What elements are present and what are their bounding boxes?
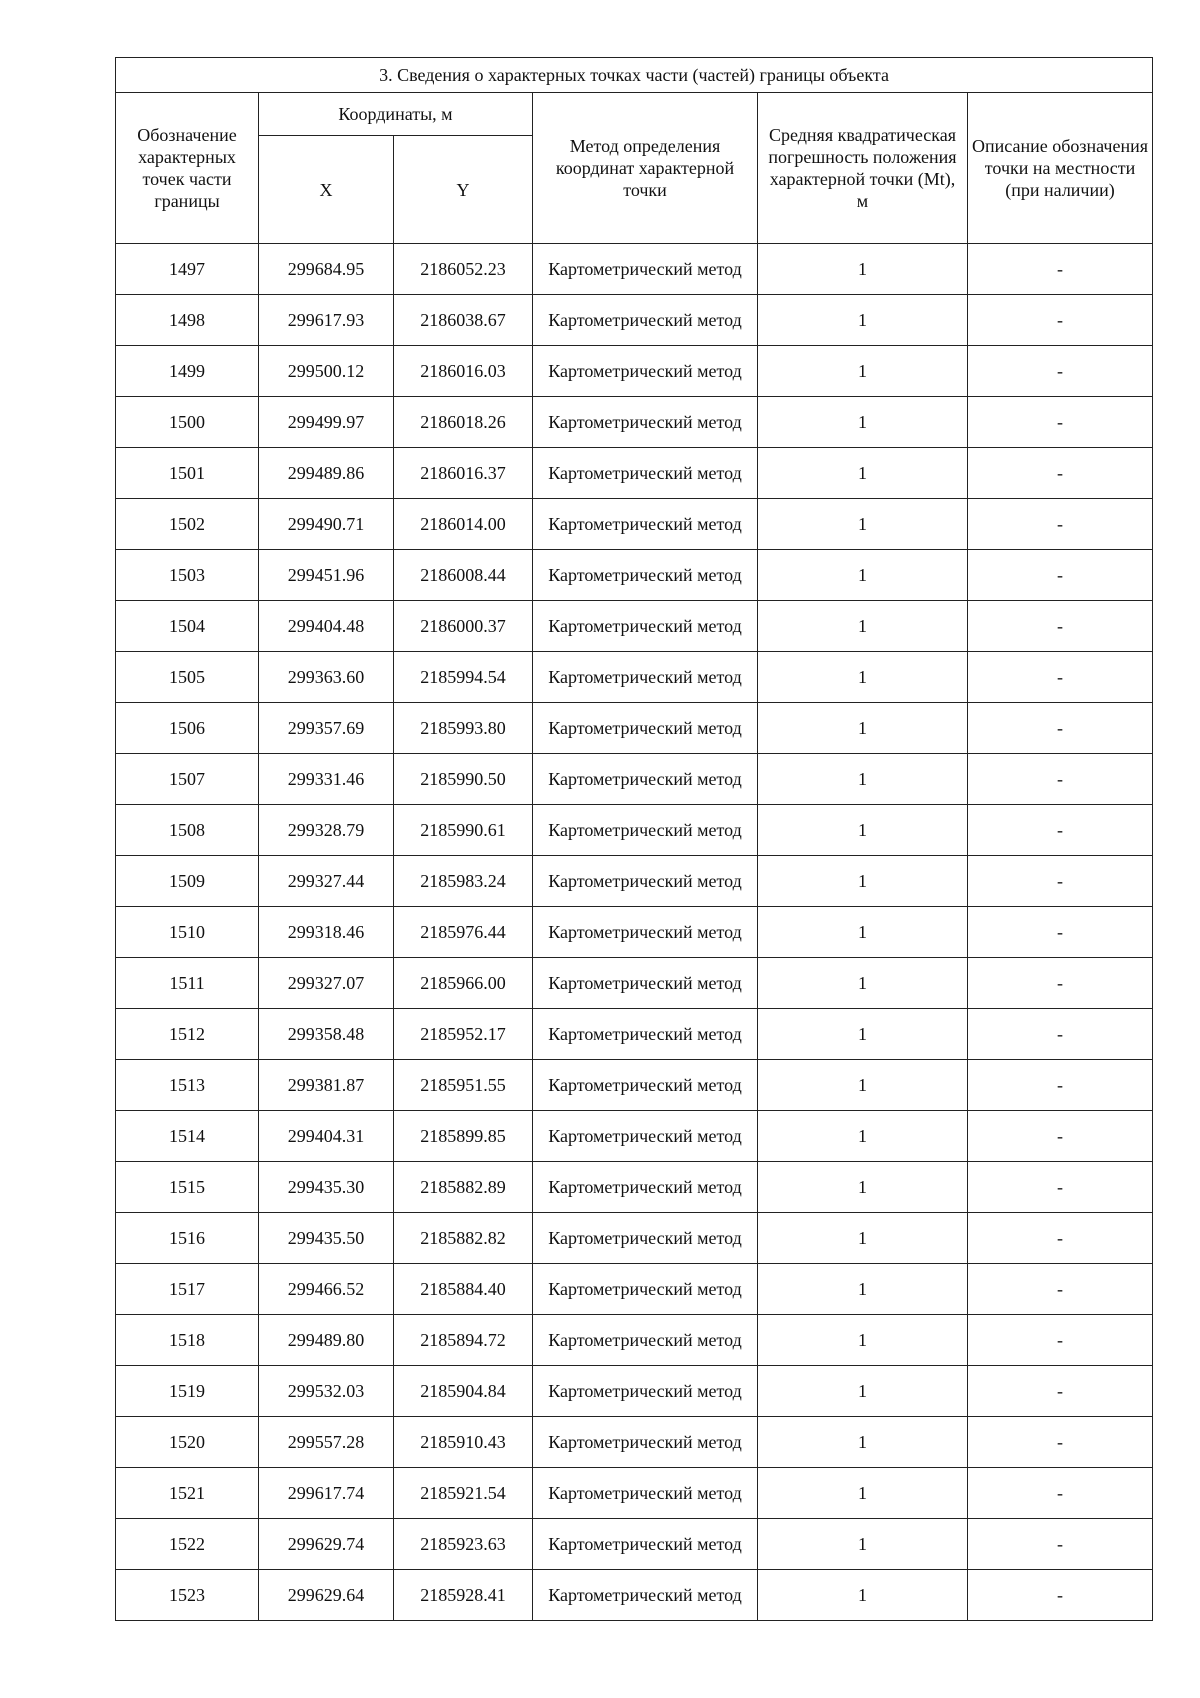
cell-method: Картометрический метод bbox=[533, 499, 758, 550]
cell-accuracy: 1 bbox=[758, 550, 968, 601]
cell-description: - bbox=[968, 397, 1153, 448]
table-row bbox=[116, 1468, 1153, 1519]
cell-description: - bbox=[968, 1315, 1153, 1366]
cell-y: 2185976.44 bbox=[394, 907, 533, 958]
cell-point-id: 1501 bbox=[116, 448, 259, 499]
cell-point-id: 1508 bbox=[116, 805, 259, 856]
cell-accuracy: 1 bbox=[758, 499, 968, 550]
cell-method: Картометрический метод bbox=[533, 703, 758, 754]
cell-point-id: 1514 bbox=[116, 1111, 259, 1162]
cell-accuracy: 1 bbox=[758, 958, 968, 1009]
table-row bbox=[116, 805, 1153, 856]
table-row bbox=[116, 1417, 1153, 1468]
cell-method: Картометрический метод bbox=[533, 397, 758, 448]
cell-accuracy: 1 bbox=[758, 448, 968, 499]
cell-x: 299499.97 bbox=[259, 397, 394, 448]
cell-method: Картометрический метод bbox=[533, 1264, 758, 1315]
cell-point-id: 1506 bbox=[116, 703, 259, 754]
cell-description: - bbox=[968, 1009, 1153, 1060]
cell-y: 2185952.17 bbox=[394, 1009, 533, 1060]
header-method: Метод определения координат характерной точки bbox=[533, 93, 758, 244]
cell-accuracy: 1 bbox=[758, 1366, 968, 1417]
cell-description: - bbox=[968, 1060, 1153, 1111]
table-row bbox=[116, 856, 1153, 907]
table-row bbox=[116, 1009, 1153, 1060]
cell-y: 2185910.43 bbox=[394, 1417, 533, 1468]
cell-point-id: 1516 bbox=[116, 1213, 259, 1264]
cell-x: 299327.44 bbox=[259, 856, 394, 907]
header-description: Описание обозначения точки на местности (при наличии) bbox=[968, 93, 1153, 244]
cell-method: Картометрический метод bbox=[533, 448, 758, 499]
cell-accuracy: 1 bbox=[758, 1111, 968, 1162]
cell-description: - bbox=[968, 499, 1153, 550]
table-row bbox=[116, 550, 1153, 601]
cell-description: - bbox=[968, 907, 1153, 958]
cell-accuracy: 1 bbox=[758, 1315, 968, 1366]
cell-point-id: 1518 bbox=[116, 1315, 259, 1366]
cell-method: Картометрический метод bbox=[533, 346, 758, 397]
cell-point-id: 1515 bbox=[116, 1162, 259, 1213]
cell-description: - bbox=[968, 244, 1153, 295]
cell-description: - bbox=[968, 448, 1153, 499]
cell-description: - bbox=[968, 1111, 1153, 1162]
cell-x: 299629.64 bbox=[259, 1570, 394, 1621]
cell-x: 299500.12 bbox=[259, 346, 394, 397]
cell-description: - bbox=[968, 703, 1153, 754]
cell-method: Картометрический метод bbox=[533, 1519, 758, 1570]
cell-accuracy: 1 bbox=[758, 1417, 968, 1468]
cell-description: - bbox=[968, 1264, 1153, 1315]
cell-description: - bbox=[968, 856, 1153, 907]
cell-point-id: 1504 bbox=[116, 601, 259, 652]
cell-x: 299532.03 bbox=[259, 1366, 394, 1417]
cell-y: 2185990.50 bbox=[394, 754, 533, 805]
cell-y: 2185884.40 bbox=[394, 1264, 533, 1315]
cell-x: 299489.86 bbox=[259, 448, 394, 499]
cell-description: - bbox=[968, 805, 1153, 856]
cell-x: 299327.07 bbox=[259, 958, 394, 1009]
table-row bbox=[116, 499, 1153, 550]
table-row bbox=[116, 1366, 1153, 1417]
table-row bbox=[116, 1111, 1153, 1162]
cell-point-id: 1498 bbox=[116, 295, 259, 346]
cell-point-id: 1523 bbox=[116, 1570, 259, 1621]
cell-y: 2186016.03 bbox=[394, 346, 533, 397]
table-row bbox=[116, 1315, 1153, 1366]
cell-x: 299489.80 bbox=[259, 1315, 394, 1366]
cell-method: Картометрический метод bbox=[533, 652, 758, 703]
table-row bbox=[116, 295, 1153, 346]
table-row bbox=[116, 754, 1153, 805]
header-x: X bbox=[259, 136, 394, 244]
cell-method: Картометрический метод bbox=[533, 958, 758, 1009]
cell-point-id: 1500 bbox=[116, 397, 259, 448]
cell-x: 299466.52 bbox=[259, 1264, 394, 1315]
cell-method: Картометрический метод bbox=[533, 1315, 758, 1366]
cell-y: 2185966.00 bbox=[394, 958, 533, 1009]
cell-description: - bbox=[968, 652, 1153, 703]
header-coordinates: Координаты, м bbox=[259, 93, 533, 136]
cell-y: 2185990.61 bbox=[394, 805, 533, 856]
cell-point-id: 1522 bbox=[116, 1519, 259, 1570]
cell-method: Картометрический метод bbox=[533, 1162, 758, 1213]
table-body bbox=[116, 244, 1153, 1621]
cell-y: 2185983.24 bbox=[394, 856, 533, 907]
cell-method: Картометрический метод bbox=[533, 244, 758, 295]
cell-y: 2185904.84 bbox=[394, 1366, 533, 1417]
cell-point-id: 1509 bbox=[116, 856, 259, 907]
cell-y: 2185882.89 bbox=[394, 1162, 533, 1213]
cell-accuracy: 1 bbox=[758, 652, 968, 703]
table-row bbox=[116, 703, 1153, 754]
cell-point-id: 1521 bbox=[116, 1468, 259, 1519]
cell-y: 2185993.80 bbox=[394, 703, 533, 754]
cell-description: - bbox=[968, 1213, 1153, 1264]
cell-point-id: 1507 bbox=[116, 754, 259, 805]
cell-accuracy: 1 bbox=[758, 601, 968, 652]
cell-method: Картометрический метод bbox=[533, 601, 758, 652]
cell-y: 2185899.85 bbox=[394, 1111, 533, 1162]
cell-point-id: 1503 bbox=[116, 550, 259, 601]
cell-accuracy: 1 bbox=[758, 1213, 968, 1264]
cell-accuracy: 1 bbox=[758, 295, 968, 346]
table-row bbox=[116, 1060, 1153, 1111]
cell-y: 2186000.37 bbox=[394, 601, 533, 652]
cell-description: - bbox=[968, 958, 1153, 1009]
cell-x: 299684.95 bbox=[259, 244, 394, 295]
table-row bbox=[116, 346, 1153, 397]
table-row bbox=[116, 397, 1153, 448]
cell-y: 2186014.00 bbox=[394, 499, 533, 550]
cell-method: Картометрический метод bbox=[533, 1060, 758, 1111]
header-point-label: Обозначение характерных точек части границы bbox=[116, 93, 259, 244]
table-row bbox=[116, 601, 1153, 652]
cell-y: 2185951.55 bbox=[394, 1060, 533, 1111]
cell-accuracy: 1 bbox=[758, 397, 968, 448]
table-row bbox=[116, 958, 1153, 1009]
cell-point-id: 1497 bbox=[116, 244, 259, 295]
table-row bbox=[116, 652, 1153, 703]
cell-method: Картометрический метод bbox=[533, 1417, 758, 1468]
cell-x: 299435.50 bbox=[259, 1213, 394, 1264]
cell-x: 299331.46 bbox=[259, 754, 394, 805]
cell-y: 2186008.44 bbox=[394, 550, 533, 601]
table-row bbox=[116, 244, 1153, 295]
cell-method: Картометрический метод bbox=[533, 1009, 758, 1060]
cell-accuracy: 1 bbox=[758, 346, 968, 397]
header-accuracy: Средняя квадратическая погрешность положения характерной точки (Mt), м bbox=[758, 93, 968, 244]
cell-accuracy: 1 bbox=[758, 754, 968, 805]
cell-description: - bbox=[968, 601, 1153, 652]
cell-y: 2186038.67 bbox=[394, 295, 533, 346]
cell-accuracy: 1 bbox=[758, 805, 968, 856]
cell-accuracy: 1 bbox=[758, 1162, 968, 1213]
table-row bbox=[116, 1213, 1153, 1264]
cell-accuracy: 1 bbox=[758, 856, 968, 907]
cell-accuracy: 1 bbox=[758, 1519, 968, 1570]
cell-x: 299381.87 bbox=[259, 1060, 394, 1111]
table-title: 3. Сведения о характерных точках части (частей) границы объекта bbox=[116, 58, 1153, 93]
cell-point-id: 1510 bbox=[116, 907, 259, 958]
cell-description: - bbox=[968, 550, 1153, 601]
cell-description: - bbox=[968, 1162, 1153, 1213]
cell-x: 299357.69 bbox=[259, 703, 394, 754]
cell-x: 299435.30 bbox=[259, 1162, 394, 1213]
table-row bbox=[116, 1264, 1153, 1315]
characteristic-points-table bbox=[115, 57, 1153, 1621]
cell-description: - bbox=[968, 295, 1153, 346]
cell-point-id: 1499 bbox=[116, 346, 259, 397]
cell-accuracy: 1 bbox=[758, 1570, 968, 1621]
cell-description: - bbox=[968, 1366, 1153, 1417]
table-row bbox=[116, 1519, 1153, 1570]
table-row bbox=[116, 907, 1153, 958]
table-row bbox=[116, 448, 1153, 499]
cell-description: - bbox=[968, 346, 1153, 397]
cell-method: Картометрический метод bbox=[533, 1111, 758, 1162]
cell-y: 2185882.82 bbox=[394, 1213, 533, 1264]
cell-x: 299358.48 bbox=[259, 1009, 394, 1060]
cell-method: Картометрический метод bbox=[533, 805, 758, 856]
cell-point-id: 1517 bbox=[116, 1264, 259, 1315]
cell-method: Картометрический метод bbox=[533, 754, 758, 805]
cell-method: Картометрический метод bbox=[533, 1366, 758, 1417]
cell-x: 299451.96 bbox=[259, 550, 394, 601]
cell-x: 299404.48 bbox=[259, 601, 394, 652]
cell-point-id: 1502 bbox=[116, 499, 259, 550]
header-y: Y bbox=[394, 136, 533, 244]
cell-accuracy: 1 bbox=[758, 1468, 968, 1519]
cell-point-id: 1520 bbox=[116, 1417, 259, 1468]
cell-point-id: 1519 bbox=[116, 1366, 259, 1417]
cell-accuracy: 1 bbox=[758, 907, 968, 958]
cell-x: 299617.74 bbox=[259, 1468, 394, 1519]
cell-y: 2186016.37 bbox=[394, 448, 533, 499]
cell-x: 299617.93 bbox=[259, 295, 394, 346]
table-row bbox=[116, 1570, 1153, 1621]
cell-method: Картометрический метод bbox=[533, 1570, 758, 1621]
cell-accuracy: 1 bbox=[758, 244, 968, 295]
cell-description: - bbox=[968, 754, 1153, 805]
cell-point-id: 1505 bbox=[116, 652, 259, 703]
cell-accuracy: 1 bbox=[758, 1009, 968, 1060]
cell-y: 2186018.26 bbox=[394, 397, 533, 448]
cell-method: Картометрический метод bbox=[533, 856, 758, 907]
cell-x: 299318.46 bbox=[259, 907, 394, 958]
cell-y: 2185994.54 bbox=[394, 652, 533, 703]
cell-description: - bbox=[968, 1570, 1153, 1621]
cell-y: 2185923.63 bbox=[394, 1519, 533, 1570]
cell-description: - bbox=[968, 1468, 1153, 1519]
cell-accuracy: 1 bbox=[758, 1264, 968, 1315]
cell-x: 299490.71 bbox=[259, 499, 394, 550]
cell-y: 2185928.41 bbox=[394, 1570, 533, 1621]
cell-method: Картометрический метод bbox=[533, 295, 758, 346]
cell-y: 2185921.54 bbox=[394, 1468, 533, 1519]
table-row bbox=[116, 1162, 1153, 1213]
cell-method: Картометрический метод bbox=[533, 550, 758, 601]
cell-method: Картометрический метод bbox=[533, 907, 758, 958]
cell-x: 299629.74 bbox=[259, 1519, 394, 1570]
cell-y: 2185894.72 bbox=[394, 1315, 533, 1366]
cell-accuracy: 1 bbox=[758, 1060, 968, 1111]
cell-x: 299328.79 bbox=[259, 805, 394, 856]
cell-x: 299404.31 bbox=[259, 1111, 394, 1162]
cell-x: 299557.28 bbox=[259, 1417, 394, 1468]
cell-method: Картометрический метод bbox=[533, 1468, 758, 1519]
cell-point-id: 1512 bbox=[116, 1009, 259, 1060]
cell-description: - bbox=[968, 1519, 1153, 1570]
cell-point-id: 1511 bbox=[116, 958, 259, 1009]
cell-description: - bbox=[968, 1417, 1153, 1468]
cell-y: 2186052.23 bbox=[394, 244, 533, 295]
cell-x: 299363.60 bbox=[259, 652, 394, 703]
cell-accuracy: 1 bbox=[758, 703, 968, 754]
cell-point-id: 1513 bbox=[116, 1060, 259, 1111]
cell-method: Картометрический метод bbox=[533, 1213, 758, 1264]
